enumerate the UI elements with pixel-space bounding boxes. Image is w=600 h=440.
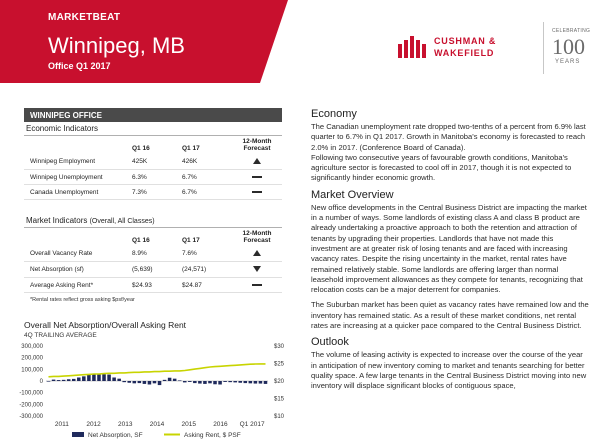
legend-label-absorption: Net Absorption, SF bbox=[88, 432, 143, 439]
absorption-bar bbox=[107, 375, 111, 381]
rent-footnote: *Rental rates reflect gross asking $psf/year bbox=[30, 297, 135, 303]
seal-number: 100 bbox=[552, 34, 585, 59]
row-value: $24.87 bbox=[182, 278, 232, 293]
x-tick-label: 2012 bbox=[86, 421, 101, 428]
forecast-cell bbox=[232, 278, 282, 293]
table-header: 12-Month Forecast bbox=[242, 138, 272, 152]
y-left-tick-label: 300,000 bbox=[21, 344, 43, 350]
row-value: (24,571) bbox=[182, 262, 232, 278]
row-value: (5,639) bbox=[132, 262, 182, 278]
arrow-up-icon bbox=[253, 250, 261, 256]
y-left-tick-label: 200,000 bbox=[21, 355, 43, 362]
market-indicators-label: Market Indicators bbox=[26, 216, 88, 225]
report-period: Office Q1 2017 bbox=[48, 61, 111, 71]
table-header bbox=[24, 228, 132, 246]
arrow-flat-icon bbox=[252, 191, 262, 193]
table-header bbox=[24, 136, 132, 154]
absorption-bar bbox=[188, 381, 192, 382]
absorption-bar bbox=[183, 381, 187, 382]
arrow-down-icon bbox=[253, 266, 261, 272]
table-header: Q1 17 bbox=[182, 237, 200, 244]
absorption-rent-chart bbox=[0, 340, 300, 440]
economy-heading: Economy bbox=[311, 108, 357, 120]
absorption-bar bbox=[57, 380, 61, 381]
x-tick-label: 2011 bbox=[54, 421, 69, 428]
forecast-cell bbox=[232, 246, 282, 262]
absorption-bar bbox=[163, 380, 167, 381]
absorption-bar bbox=[223, 381, 227, 382]
table-row bbox=[24, 262, 282, 278]
row-value: 7.6% bbox=[182, 246, 232, 262]
table-row bbox=[24, 278, 282, 293]
absorption-bar bbox=[117, 379, 121, 381]
absorption-bar bbox=[208, 381, 212, 383]
absorption-bar bbox=[153, 381, 157, 383]
x-tick-label: 2016 bbox=[213, 421, 228, 428]
header-banner bbox=[0, 0, 600, 83]
row-label: Canada Unemployment bbox=[24, 185, 132, 200]
centennial-seal bbox=[543, 22, 593, 74]
market-overview-heading: Market Overview bbox=[311, 188, 394, 201]
seal-bottom-text: YEARS bbox=[555, 59, 581, 65]
absorption-bar bbox=[193, 381, 197, 383]
absorption-bar bbox=[72, 379, 76, 381]
market-overview-paragraph: The Suburban market has been quiet as vacancy rates have remained low and the inventory has remained static. As a result of these market conditions, net rental rates are increasing at a quicker pace compared to the Central Business District. bbox=[311, 300, 589, 331]
table-header: 12-Month Forecast bbox=[242, 230, 272, 244]
absorption-bar bbox=[138, 381, 142, 383]
y-right-tick-label: $20 bbox=[274, 379, 285, 385]
forecast-cell bbox=[232, 262, 282, 278]
absorption-bar bbox=[122, 381, 126, 382]
cw-logo-mark-icon bbox=[398, 36, 428, 58]
forecast-cell bbox=[232, 170, 282, 185]
absorption-bar bbox=[82, 376, 86, 381]
row-value: 6.3% bbox=[132, 170, 182, 185]
y-left-tick-label: -100,000 bbox=[19, 390, 43, 397]
absorption-bar bbox=[238, 381, 242, 383]
outlook-heading: Outlook bbox=[311, 336, 349, 349]
market-overview-paragraph: New office developments in the Central Business District are impacting the market in a number of ways. Some landlords of existing class A and class B product are already undertaking a proactive approach to both the retention and attraction of tenants by upgrading their properties. Landlords that have not made this investment are at greater risk of losing tenants and are faced with increasing vacancy rates. Despite the rising uncertainty in the market, rental rates have remained relatively stable. Some landlords are offering larger than normal leasehold improvement allowances as they compete for tenants, recognizing that relocation costs can be a major deterrent for companies. bbox=[311, 202, 587, 295]
absorption-bar bbox=[233, 381, 237, 382]
legend-label-rent: Asking Rent, $ PSF bbox=[184, 432, 241, 439]
absorption-bar bbox=[254, 381, 258, 384]
row-label: Overall Vacancy Rate bbox=[24, 246, 132, 262]
arrow-flat-icon bbox=[252, 176, 262, 178]
chart-subtitle: 4Q TRAILING AVERAGE bbox=[24, 332, 97, 339]
economy-paragraph: The Canadian unemployment rate dropped two-tenths of a percent from 6.9% last quarter to 6.7% in Q1 2017. Growth in Manitoba's economy is forecasted to reach 2.0% in 2017. (Conference Board of Canada). bbox=[311, 122, 586, 152]
absorption-bar bbox=[87, 375, 91, 381]
market-indicators-note: (Overall, All Classes) bbox=[89, 218, 155, 225]
row-value: 426K bbox=[182, 154, 232, 170]
row-label: Net Absorption (sf) bbox=[24, 262, 132, 278]
row-value: 8.9% bbox=[132, 246, 182, 262]
row-value: $24.93 bbox=[132, 278, 182, 293]
absorption-bar bbox=[218, 381, 222, 385]
row-label: Winnipeg Employment bbox=[24, 154, 132, 170]
x-tick-label: 2013 bbox=[118, 421, 133, 428]
absorption-bar bbox=[92, 374, 96, 381]
right-column bbox=[311, 108, 589, 392]
absorption-bar bbox=[47, 381, 51, 382]
row-label: Winnipeg Unemployment bbox=[24, 170, 132, 185]
absorption-bar bbox=[133, 381, 137, 383]
absorption-bar bbox=[173, 379, 177, 381]
y-right-tick-label: $25 bbox=[274, 361, 285, 368]
table-header: Q1 17 bbox=[182, 145, 200, 152]
row-value: 6.7% bbox=[182, 185, 232, 200]
absorption-bar bbox=[62, 380, 66, 381]
y-left-tick-label: 100,000 bbox=[21, 367, 43, 374]
absorption-bar bbox=[244, 381, 248, 383]
x-tick-label: Q1 2017 bbox=[239, 421, 265, 428]
arrow-flat-icon bbox=[252, 284, 262, 286]
economic-indicators-title: Economic Indicators bbox=[26, 124, 99, 133]
forecast-cell bbox=[232, 185, 282, 200]
outlook-paragraph: The volume of leasing activity is expected to increase over the course of the year in anticipation of new inventory coming to market and tenants searching for better quality space. A few large tenants in the Central Business District moving into new inventory will displace significant blocks of contiguous space, bbox=[311, 350, 587, 391]
market-indicators-table bbox=[24, 228, 282, 293]
forecast-cell bbox=[232, 154, 282, 170]
row-value: 425K bbox=[132, 154, 182, 170]
left-column bbox=[24, 108, 282, 303]
asking-rent-line bbox=[49, 364, 266, 377]
table-header: Q1 16 bbox=[132, 145, 150, 152]
table-row bbox=[24, 246, 282, 262]
logo-text-line1: CUSHMAN & bbox=[434, 36, 497, 46]
office-section-header: WINNIPEG OFFICE bbox=[24, 108, 282, 122]
absorption-bar bbox=[102, 374, 106, 381]
market-indicators-title bbox=[24, 214, 282, 225]
y-left-tick-label: -300,000 bbox=[19, 414, 43, 420]
absorption-bar bbox=[143, 381, 147, 384]
y-left-tick-label: -200,000 bbox=[19, 402, 43, 409]
absorption-bar bbox=[67, 379, 71, 381]
absorption-bar bbox=[259, 381, 263, 384]
absorption-bar bbox=[148, 381, 152, 385]
x-tick-label: 2014 bbox=[149, 421, 165, 428]
page-title: Winnipeg, MB bbox=[48, 33, 185, 58]
y-right-tick-label: $30 bbox=[274, 344, 285, 350]
x-tick-label: 2015 bbox=[181, 421, 196, 428]
table-row bbox=[24, 154, 282, 170]
row-value: 7.3% bbox=[132, 185, 182, 200]
absorption-bar bbox=[213, 381, 217, 384]
y-left-tick-label: 0 bbox=[39, 379, 43, 385]
table-header: Q1 16 bbox=[132, 237, 150, 244]
seal-top-text: CELEBRATING bbox=[552, 28, 591, 34]
marketbeat-label: MARKETBEAT bbox=[48, 12, 121, 23]
y-right-tick-label: $10 bbox=[274, 414, 285, 420]
table-row bbox=[24, 170, 282, 185]
absorption-bar bbox=[168, 378, 172, 381]
row-value: 6.7% bbox=[182, 170, 232, 185]
y-right-tick-label: $15 bbox=[274, 396, 285, 403]
absorption-bar bbox=[112, 378, 116, 382]
absorption-bar bbox=[249, 381, 253, 383]
absorption-bar bbox=[77, 378, 81, 382]
economy-paragraph: Following two consecutive years of favourable growth conditions, Manitoba's agriculture sector is forecasted to cool off in 2017, though it is not expected to significantly hinder economic growth. bbox=[311, 152, 572, 183]
absorption-bar bbox=[97, 374, 101, 381]
absorption-bar bbox=[264, 381, 268, 384]
economic-indicators-table bbox=[24, 136, 282, 200]
table-row bbox=[24, 185, 282, 200]
arrow-up-icon bbox=[253, 158, 261, 164]
chart-title: Overall Net Absorption/Overall Asking Rent bbox=[24, 320, 187, 330]
absorption-bar bbox=[52, 380, 56, 381]
absorption-bar bbox=[203, 381, 207, 384]
logo-text-line2: WAKEFIELD bbox=[434, 48, 495, 58]
absorption-bar bbox=[178, 380, 182, 381]
absorption-bar bbox=[127, 381, 131, 383]
legend-swatch-absorption bbox=[72, 432, 84, 437]
absorption-bar bbox=[158, 381, 162, 385]
absorption-bar bbox=[198, 381, 202, 384]
cushman-wakefield-logo bbox=[398, 34, 528, 60]
absorption-bar bbox=[228, 381, 232, 382]
row-label: Average Asking Rent* bbox=[24, 278, 132, 293]
